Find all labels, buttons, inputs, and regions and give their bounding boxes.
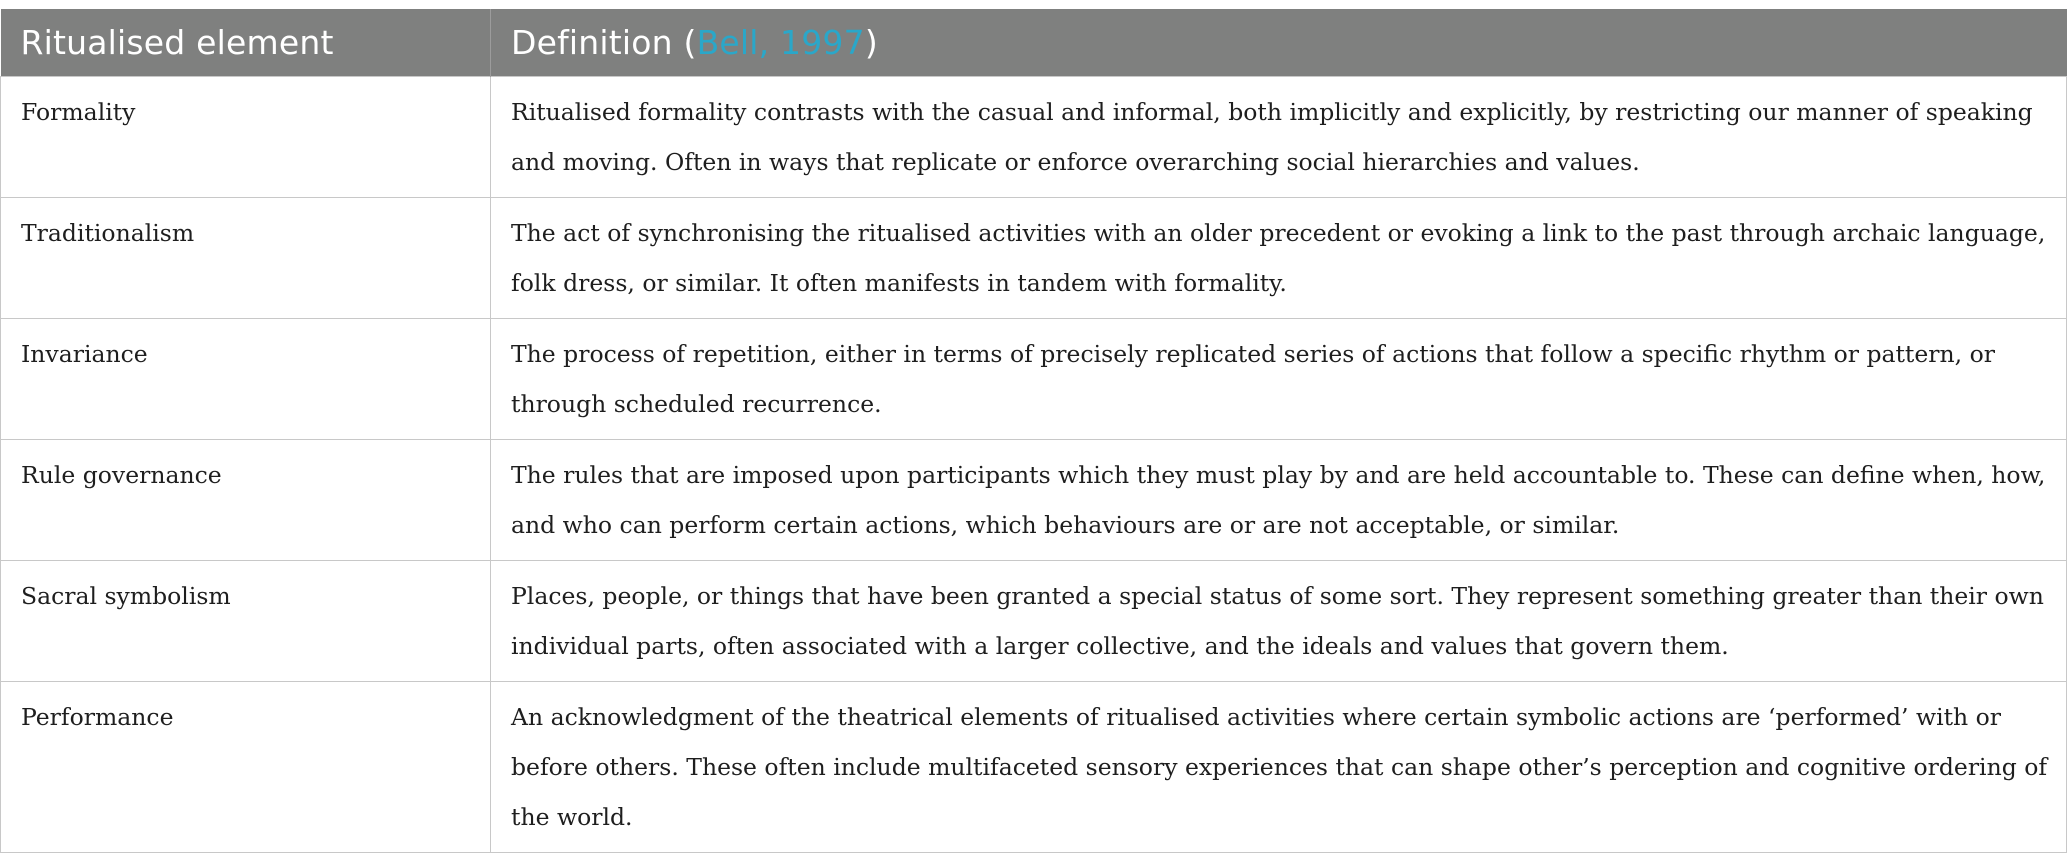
table-row xyxy=(1,77,2067,198)
ritual-elements-table xyxy=(0,9,2067,853)
table-row xyxy=(1,682,2067,853)
row-term: Rule governance xyxy=(1,440,491,561)
header-row xyxy=(1,9,2067,77)
table-row xyxy=(1,561,2067,682)
header-definition-suffix: ) xyxy=(864,23,878,62)
row-term: Formality xyxy=(1,77,491,198)
row-definition: The rules that are imposed upon participants which they must play by and are held accountable to. These can define when, how, and who can perform certain actions, which behaviours are or are not acceptable, or similar. xyxy=(491,440,2067,561)
row-term: Performance xyxy=(1,682,491,853)
header-ritualised-element: Ritualised element xyxy=(1,9,491,77)
row-term: Traditionalism xyxy=(1,198,491,319)
table-row xyxy=(1,440,2067,561)
table-body xyxy=(1,77,2067,853)
row-term: Sacral symbolism xyxy=(1,561,491,682)
row-definition: The act of synchronising the ritualised activities with an older precedent or evoking a link to the past through archaic language, folk dress, or similar. It often manifests in tandem with formality. xyxy=(491,198,2067,319)
row-definition: Places, people, or things that have been granted a special status of some sort. They represent something greater than their own individual parts, often associated with a larger collective, and the ideals and values that govern them. xyxy=(491,561,2067,682)
table-row xyxy=(1,319,2067,440)
row-definition: Ritualised formality contrasts with the casual and informal, both implicitly and explicitly, by restricting our manner of speaking and moving. Often in ways that replicate or enforce overarching social hierarchies and values. xyxy=(491,77,2067,198)
citation-link[interactable]: Bell, 1997 xyxy=(696,23,865,62)
row-term: Invariance xyxy=(1,319,491,440)
row-definition: An acknowledgment of the theatrical elements of ritualised activities where certain symbolic actions are ‘performed’ with or before others. These often include multifaceted sensory experiences that can shape other’s perception and cognitive ordering of the world. xyxy=(491,682,2067,853)
table-header xyxy=(1,9,2067,77)
header-definition xyxy=(491,9,2067,77)
table-row xyxy=(1,198,2067,319)
row-definition: The process of repetition, either in terms of precisely replicated series of actions that follow a specific rhythm or pattern, or through scheduled recurrence. xyxy=(491,319,2067,440)
header-definition-prefix: Definition ( xyxy=(511,23,697,62)
ritual-elements-table-container xyxy=(0,9,2066,853)
